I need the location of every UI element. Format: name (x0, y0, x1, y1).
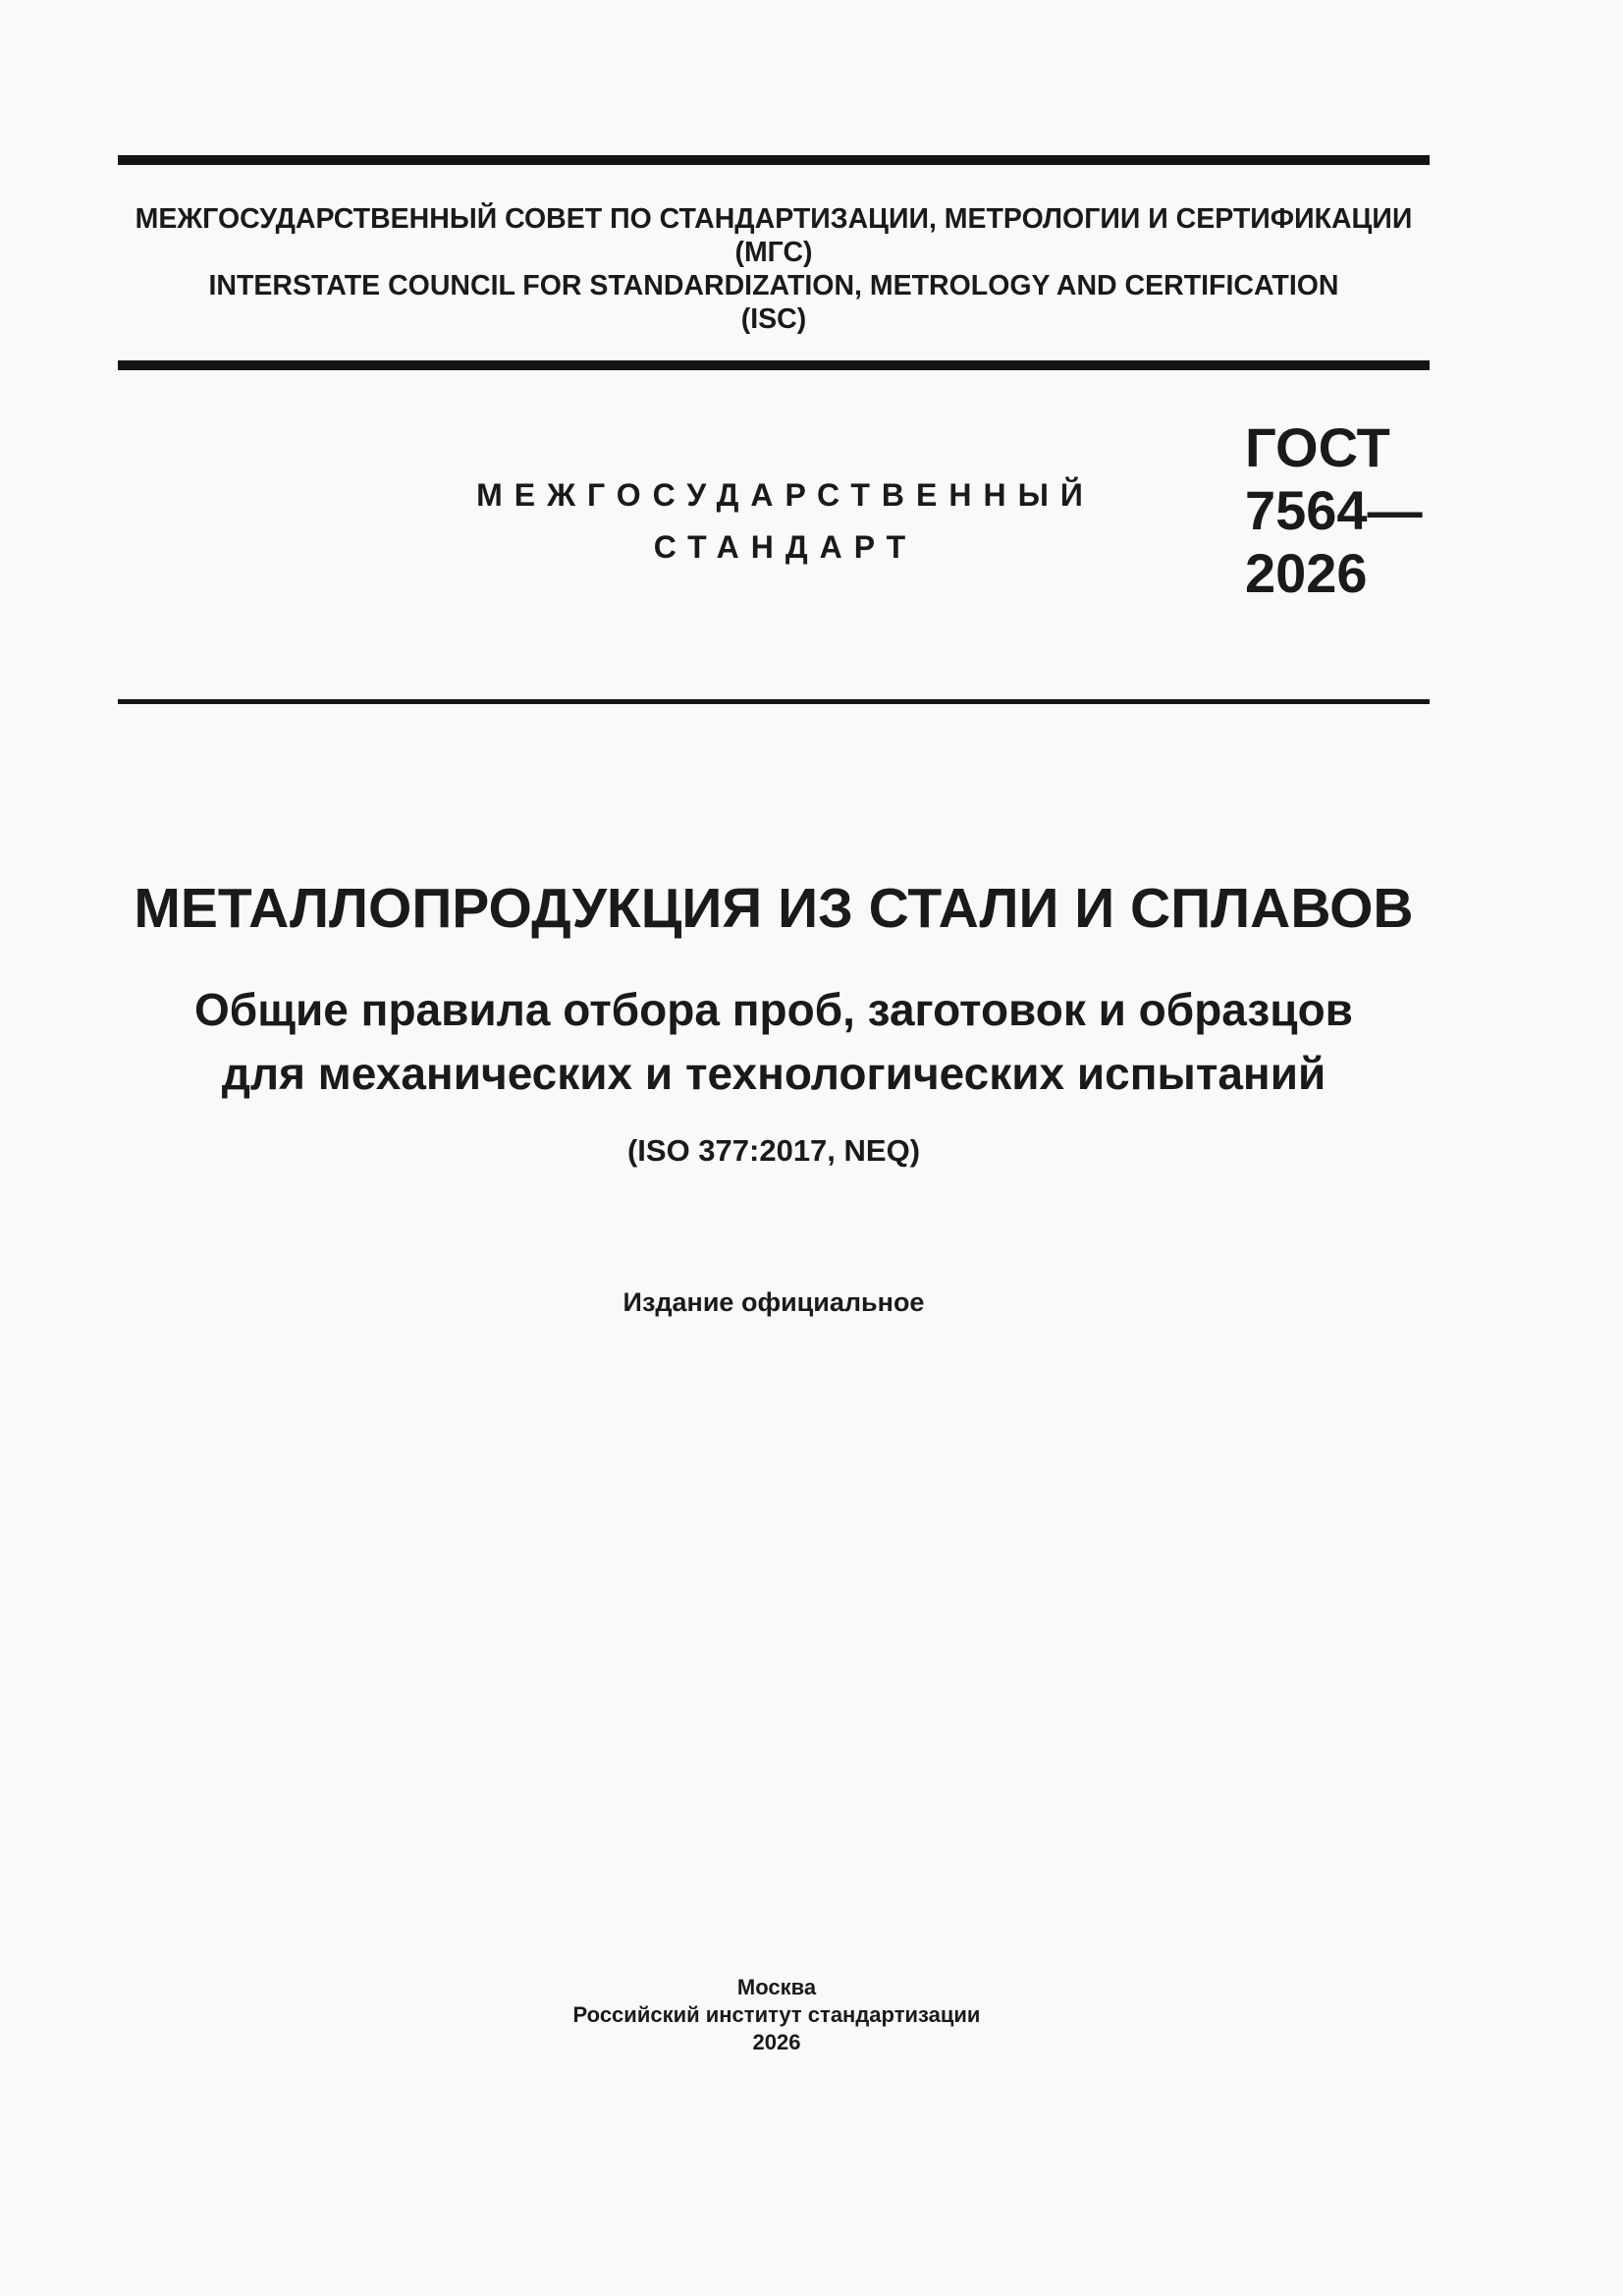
bottom-rule (118, 699, 1430, 704)
council-abbr-en: (ISC) (740, 303, 807, 335)
designation-number: 7564— (1245, 479, 1423, 541)
council-header (118, 202, 1430, 336)
edition-note: Издание официальное (622, 1287, 925, 1317)
council-abbr-ru: (МГС) (734, 237, 813, 268)
standard-type-line-2: СТАНДАРТ (653, 529, 918, 565)
middle-thick-rule (118, 360, 1430, 370)
council-name-ru: МЕЖГОСУДАРСТВЕННЫЙ СОВЕТ ПО СТАНДАРТИЗАЦИИ, МЕТРОЛОГИИ И СЕРТИФИКАЦИИ (135, 203, 1413, 235)
publisher-city: Москва (736, 1975, 817, 1999)
council-name-en: INTERSTATE COUNCIL FOR STANDARDIZATION, METROLOGY AND CERTIFICATION (208, 270, 1339, 301)
publisher-year: 2026 (752, 2030, 801, 2054)
top-thick-rule (118, 155, 1430, 165)
designation-year: 2026 (1245, 542, 1368, 604)
publisher-organization: Российский институт стандартизации (572, 2002, 981, 2027)
designation-prefix: ГОСТ (1245, 416, 1390, 478)
subtitle-line-1: Общие правила отбора проб, заготовок и образцов (194, 984, 1353, 1035)
document-subtitle (0, 978, 1547, 1106)
publisher-block (0, 1974, 1553, 2056)
subtitle-line-2: для механических и технологических испытаний (221, 1048, 1326, 1099)
iso-reference: (ISO 377:2017, NEQ) (626, 1133, 921, 1168)
standard-designation (1245, 416, 1423, 605)
standard-type-line-1: МЕЖГОСУДАРСТВЕННЫЙ (476, 477, 1095, 513)
document-title: МЕТАЛЛОПРОДУКЦИЯ ИЗ СТАЛИ И СПЛАВОВ (134, 877, 1414, 940)
